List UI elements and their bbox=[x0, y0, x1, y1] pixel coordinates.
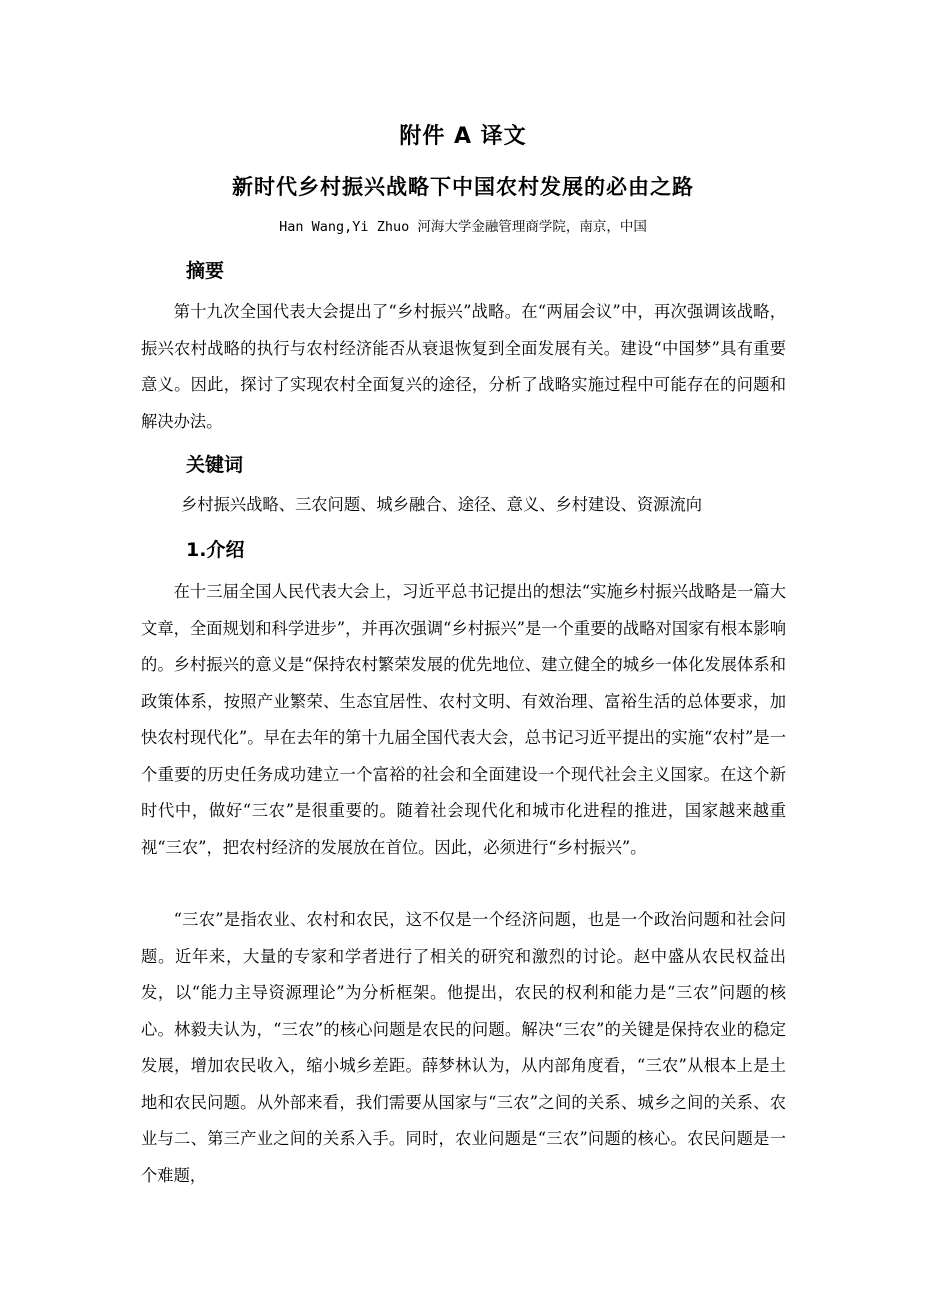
abstract-text: 第十九次全国代表大会提出了“乡村振兴”战略。在“两届会议”中，再次强调该战略，振兴农村战略的执行与农村经济能否从衰退恢复到全面发展有关。建设“中国梦”具有重要意义。因此，探讨了实现农村全面复兴的途径，分析了战略实施过程中可能存在的问题和解决办法。 bbox=[141, 302, 786, 431]
abstract-heading: 摘要 bbox=[186, 260, 225, 282]
introduction-paragraph-2: “三农”是指农业、农村和农民，这不仅是一个经济问题，也是一个政治问题和社会问题。近年来，大量的专家和学者进行了相关的研究和激烈的讨论。赵中盛从农民权益出发，以“能力主导资源理论”为分析框架。他提出，农民的权利和能力是“三农”问题的核心。林毅夫认为，“三农”的核心问题是农民的问题。解决“三农”的关键是保持农业的稳定发展，增加农民收入，缩小城乡差距。薛梦林认为，从内部角度看，“三农”从根本上是土地和农民问题。从外部来看，我们需要从国家与“三农”之间的关系、城乡之间的关系、农业与二、第三产业之间的关系入手。同时，农业问题是“三农”问题的核心。农民问题是一个难题， bbox=[141, 910, 786, 1185]
introduction-paragraph-1: 在十三届全国人民代表大会上，习近平总书记提出的想法“实施乡村振兴战略是一篇大文章，全面规划和科学进步”，并再次强调“乡村振兴”是一个重要的战略对国家有根本影响的。乡村振兴的意义是“保持农村繁荣发展的优先地位、建立健全的城乡一体化发展体系和政策体系，按照产业繁荣、生态宜居性、农村文明、有效治理、富裕生活的总体要求，加快农村现代化”。早在去年的第十九届全国代表大会，总书记习近平提出的实施“农村”是一个重要的历史任务成功建立一个富裕的社会和全面建设一个现代社会主义国家。在这个新时代中，做好“三农”是很重要的。随着社会现代化和城市化进程的推进，国家越来越重视“三农”，把农村经济的发展放在首位。因此，必须进行“乡村振兴”。 bbox=[141, 582, 786, 857]
introduction-heading: 1.介绍 bbox=[186, 539, 245, 561]
document-subtitle: 新时代乡村振兴战略下中国农村发展的必由之路 bbox=[232, 175, 694, 199]
keywords-text: 乡村振兴战略、三农问题、城乡融合、途径、意义、乡村建设、资源流向 bbox=[181, 495, 703, 514]
document-title: 附件 A 译文 bbox=[399, 124, 527, 149]
author-affiliation: Han Wang,Yi Zhuo 河海大学金融管理商学院，南京，中国 bbox=[279, 219, 647, 235]
keywords-heading: 关键词 bbox=[186, 454, 244, 476]
